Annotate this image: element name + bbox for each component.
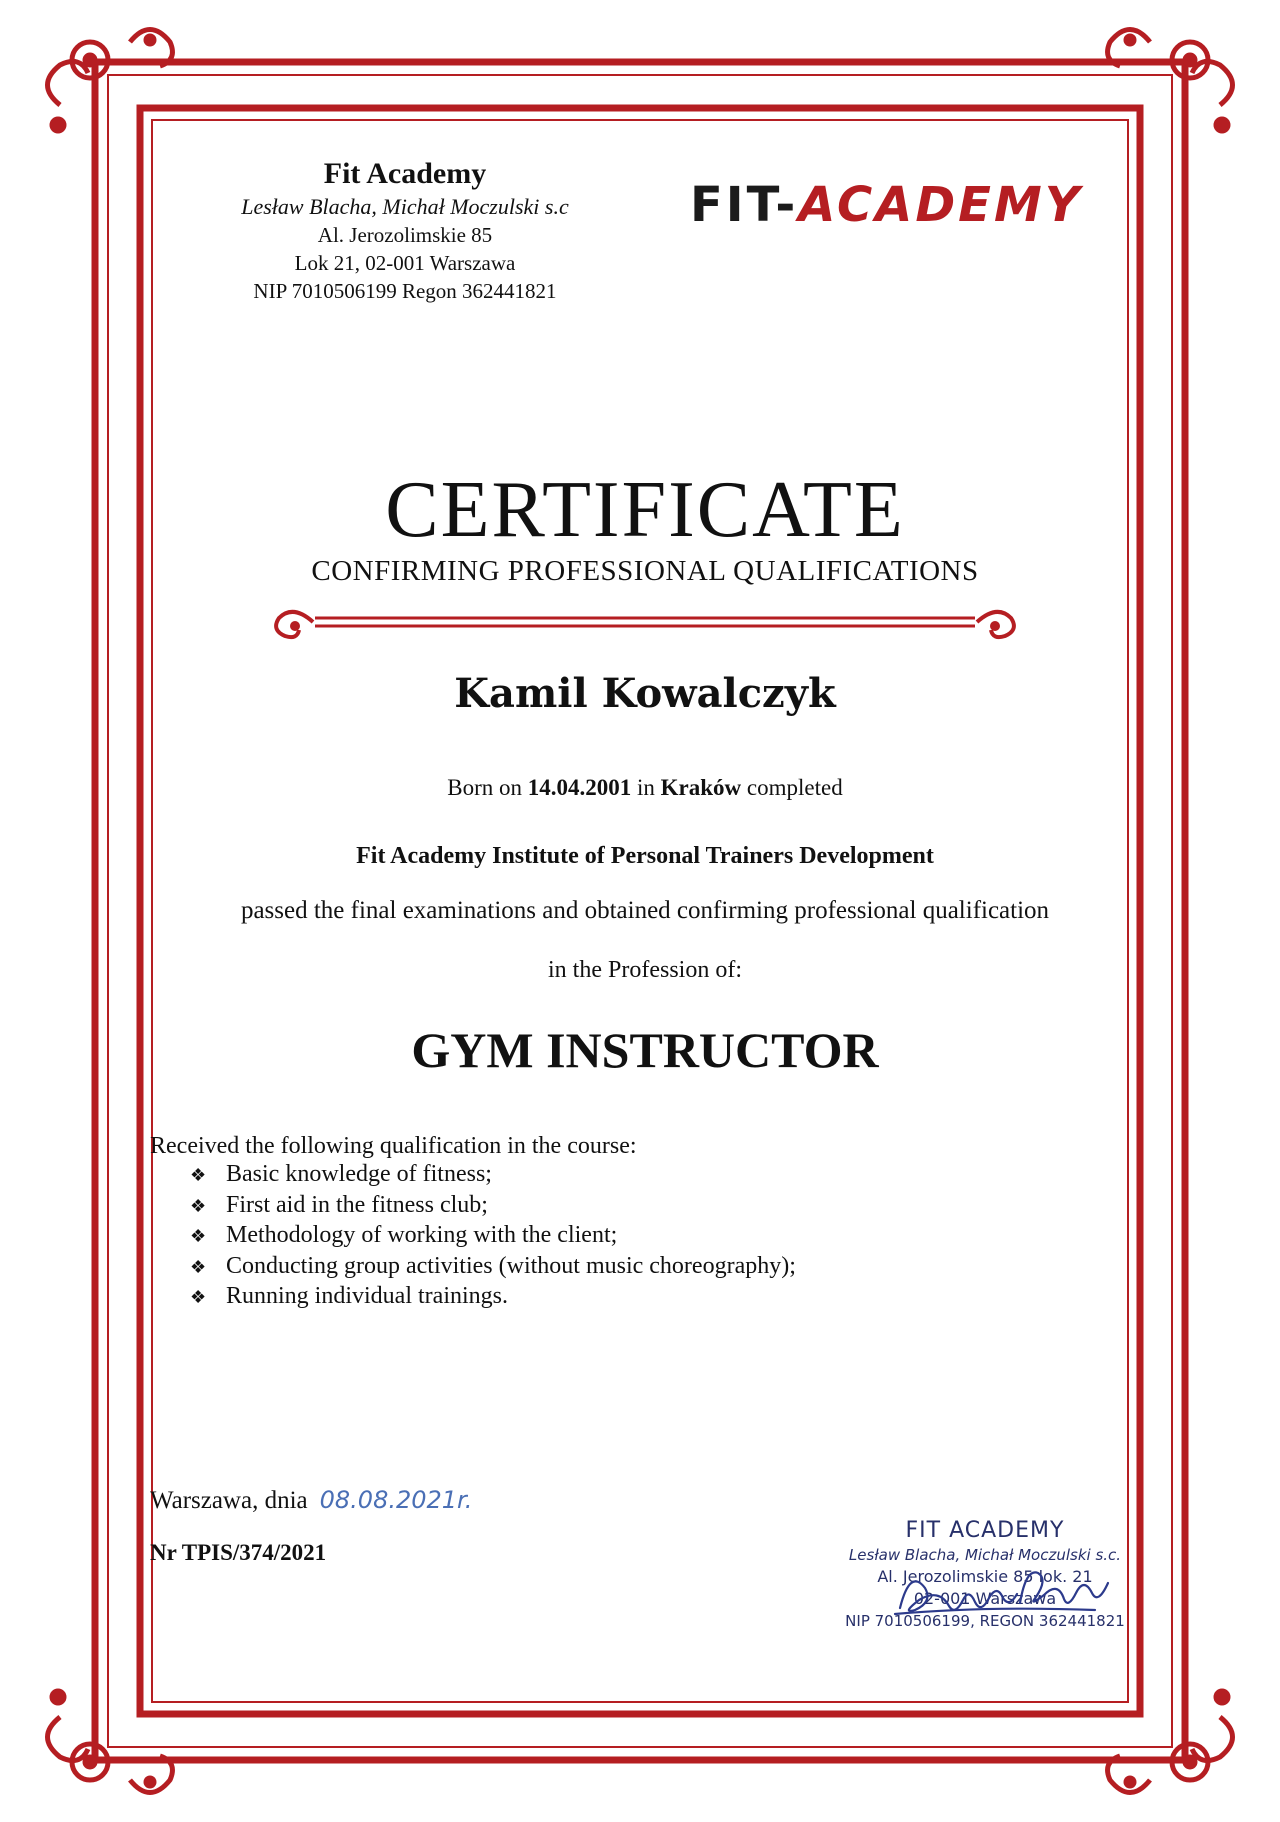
qualification-item: ❖ First aid in the fitness club;: [190, 1191, 990, 1222]
logo-part-fit: FIT-: [690, 177, 799, 233]
holder-name: Kamil Kowalczyk: [454, 670, 836, 717]
diamond-bullet-icon: ❖: [190, 1287, 207, 1307]
issuer-address-line1: Al. Jerozolimskie 85: [317, 223, 493, 247]
stamp-line3: Al. Jerozolimskie 85 lok. 21: [877, 1567, 1093, 1586]
fit-academy-logo: [690, 175, 1083, 235]
issuer-ids: NIP 7010506199 Regon 362441821: [253, 279, 557, 303]
institute-name: Fit Academy Institute of Personal Trainers Development: [356, 843, 934, 869]
corner-ornament-top-right: [1108, 30, 1233, 134]
certificate-title: CERTIFICATE: [385, 466, 905, 554]
birth-info: [0, 773, 1280, 803]
company-stamp: [840, 1518, 1130, 1638]
birth-date: 14.04.2001: [527, 775, 632, 800]
corner-ornament-top-left: [48, 30, 173, 134]
certificate-subtitle: CONFIRMING PROFESSIONAL QUALIFICATIONS: [311, 555, 979, 587]
profession-title: GYM INSTRUCTOR: [411, 1022, 879, 1078]
diamond-bullet-icon: ❖: [190, 1226, 207, 1246]
born-prefix: Born on: [447, 775, 523, 800]
corner-ornament-bottom-left: [48, 1689, 173, 1793]
diamond-bullet-icon: ❖: [190, 1195, 207, 1216]
stamp-line5: NIP 7010506199, REGON 362441821: [845, 1612, 1125, 1630]
qualification-item: ❖ Methodology of working with the client;: [190, 1221, 990, 1252]
place-label: Warszawa, dnia: [150, 1487, 308, 1514]
ornamental-divider: [265, 600, 1025, 644]
stamp-line1: FIT ACADEMY: [905, 1518, 1065, 1543]
passed-statement: passed the final examinations and obtained confirming professional qualification: [240, 897, 1050, 924]
issuer-block: [205, 155, 605, 305]
profession-intro: in the Profession of:: [548, 957, 742, 983]
diamond-bullet-icon: ❖: [190, 1256, 207, 1277]
qualification-item: ❖ Basic knowledge of fitness;: [190, 1160, 990, 1191]
handwritten-date: 08.08.2021r.: [319, 1486, 473, 1514]
born-in: in: [637, 775, 655, 800]
qualifications-list: [190, 1160, 990, 1313]
born-suffix: completed: [746, 775, 843, 800]
issuer-address-line2: Lok 21, 02-001 Warszawa: [294, 251, 516, 275]
corner-ornament-bottom-right: [1108, 1689, 1233, 1793]
issuer-owners: Lesław Blacha, Michał Moczulski s.c: [241, 194, 569, 219]
issuer-name: Fit Academy: [323, 157, 487, 190]
birth-place: Kraków: [660, 775, 742, 800]
qualification-item: ❖ Conducting group activities (without music choreography);: [190, 1252, 990, 1283]
place-and-date: [150, 1484, 472, 1517]
qualification-item: ❖ Running individual trainings.: [190, 1282, 990, 1313]
logo-part-academy: ACADEMY: [798, 177, 1083, 233]
qualifications-intro: Received the following qualification in the course:: [150, 1133, 637, 1159]
diamond-bullet-icon: ❖: [190, 1165, 207, 1185]
stamp-line2: Lesław Blacha, Michał Moczulski s.c.: [848, 1546, 1122, 1564]
stamp-line4: 02-001 Warszawa: [913, 1589, 1057, 1608]
certificate-number: Nr TPIS/374/2021: [150, 1540, 327, 1565]
